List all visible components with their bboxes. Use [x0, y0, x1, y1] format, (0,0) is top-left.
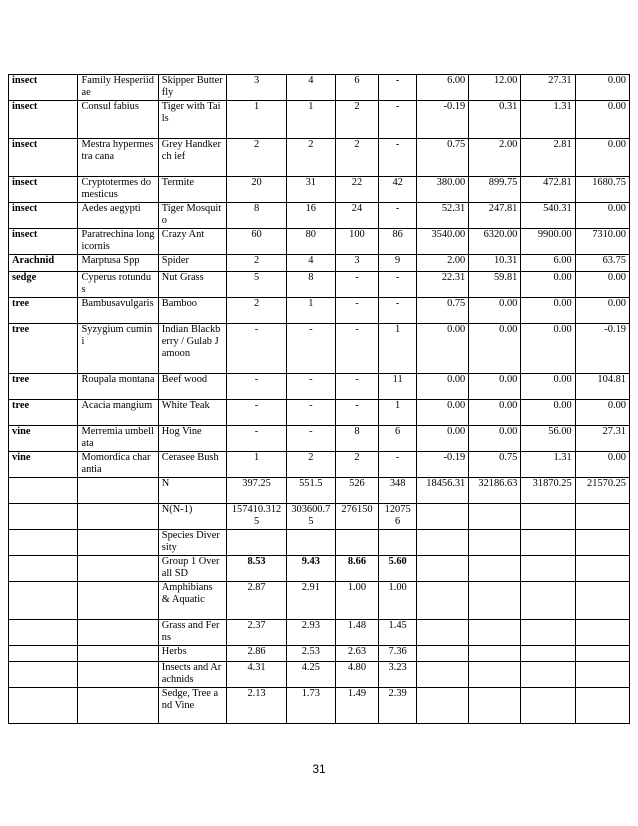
table-cell: 120756 [379, 504, 417, 530]
table-cell: 27.31 [575, 426, 629, 452]
table-cell [469, 582, 521, 620]
table-cell [78, 530, 158, 556]
table-cell [575, 662, 629, 688]
table-cell [9, 530, 78, 556]
table-row [9, 426, 630, 452]
table-cell: Aedes aegypti [78, 203, 158, 229]
table-cell [521, 646, 575, 662]
table-cell: 1.00 [379, 582, 417, 620]
table-cell: Momordica charantia [78, 452, 158, 478]
table-cell: - [379, 139, 417, 177]
table-cell: Cyperus rotundus [78, 272, 158, 298]
table-cell: Family Hesperiidae [78, 75, 158, 101]
table-cell [417, 662, 469, 688]
table-cell: sedge [9, 272, 78, 298]
table-cell [9, 556, 78, 582]
table-cell: 1.45 [379, 620, 417, 646]
table-cell: 2 [286, 139, 335, 177]
table-cell [417, 582, 469, 620]
table-cell: - [286, 426, 335, 452]
table-cell: 0.00 [417, 324, 469, 374]
table-cell: 397.25 [227, 478, 287, 504]
table-cell: 0.31 [469, 101, 521, 139]
table-cell [521, 662, 575, 688]
table-cell: - [286, 400, 335, 426]
table-cell: 2 [227, 139, 287, 177]
table-cell: 2.87 [227, 582, 287, 620]
table-cell: 2 [286, 452, 335, 478]
table-row [9, 177, 630, 203]
table-cell: Beef wood [158, 374, 226, 400]
table-cell: 12.00 [469, 75, 521, 101]
table-cell: 0.00 [469, 426, 521, 452]
table-cell: 0.00 [469, 324, 521, 374]
table-cell: 86 [379, 229, 417, 255]
table-cell: 6320.00 [469, 229, 521, 255]
table-cell [575, 504, 629, 530]
table-cell [9, 478, 78, 504]
table-cell [575, 688, 629, 724]
table-cell: 348 [379, 478, 417, 504]
table-cell: insect [9, 139, 78, 177]
table-row [9, 374, 630, 400]
table-cell [469, 556, 521, 582]
table-cell: - [379, 298, 417, 324]
table-cell [286, 530, 335, 556]
table-row [9, 324, 630, 374]
table-cell [78, 556, 158, 582]
table-cell [521, 556, 575, 582]
table-cell: 0.00 [469, 374, 521, 400]
table-row [9, 298, 630, 324]
table-cell: 10.31 [469, 255, 521, 272]
table-cell [78, 688, 158, 724]
table-cell: Cryptotermes domesticus [78, 177, 158, 203]
table-cell: 2.13 [227, 688, 287, 724]
table-cell: 16 [286, 203, 335, 229]
table-row [9, 556, 630, 582]
table-cell: 276150 [335, 504, 378, 530]
table-cell: 0.75 [417, 139, 469, 177]
table-cell: 0.00 [575, 139, 629, 177]
table-cell: Amphibians & Aquatic [158, 582, 226, 620]
table-cell [417, 688, 469, 724]
table-cell: 0.00 [575, 298, 629, 324]
table-cell: 9.43 [286, 556, 335, 582]
table-cell: Syzygium cumini [78, 324, 158, 374]
table-cell: 7.36 [379, 646, 417, 662]
table-cell: 8 [227, 203, 287, 229]
table-cell: 1680.75 [575, 177, 629, 203]
table-cell [417, 646, 469, 662]
table-cell: 8 [335, 426, 378, 452]
table-cell: 2 [335, 452, 378, 478]
table-cell: Grass and Ferns [158, 620, 226, 646]
table-cell: N(N-1) [158, 504, 226, 530]
table-row [9, 255, 630, 272]
table-cell: 4 [286, 255, 335, 272]
table-cell [379, 530, 417, 556]
table-row [9, 530, 630, 556]
page-number: 31 [312, 762, 326, 776]
table-cell: 8 [286, 272, 335, 298]
table-cell: 2.53 [286, 646, 335, 662]
table-cell: Crazy Ant [158, 229, 226, 255]
table-cell: 52.31 [417, 203, 469, 229]
table-cell: 3540.00 [417, 229, 469, 255]
table-cell: Herbs [158, 646, 226, 662]
table-cell: Hog Vine [158, 426, 226, 452]
table-cell: 9900.00 [521, 229, 575, 255]
table-cell: 3 [335, 255, 378, 272]
table-cell: 0.00 [469, 298, 521, 324]
table-row [9, 75, 630, 101]
table-cell: insect [9, 203, 78, 229]
table-cell: 32186.63 [469, 478, 521, 504]
table-cell: Marptusa Spp [78, 255, 158, 272]
table-cell: 157410.3125 [227, 504, 287, 530]
table-cell: 2.91 [286, 582, 335, 620]
table-cell: Cerasee Bush [158, 452, 226, 478]
table-row [9, 229, 630, 255]
table-cell: tree [9, 324, 78, 374]
table-cell: 1.31 [521, 452, 575, 478]
table-cell [9, 582, 78, 620]
table-cell: 2.63 [335, 646, 378, 662]
table-cell: 2 [335, 139, 378, 177]
table-cell [227, 530, 287, 556]
table-cell: 5 [227, 272, 287, 298]
table-row [9, 203, 630, 229]
table-cell [335, 530, 378, 556]
table-cell: 21570.25 [575, 478, 629, 504]
table-cell: 2.39 [379, 688, 417, 724]
table-cell: 4.25 [286, 662, 335, 688]
table-cell: 1 [379, 324, 417, 374]
table-cell: Bambusavulgaris [78, 298, 158, 324]
table-row [9, 688, 630, 724]
table-cell: 42 [379, 177, 417, 203]
species-data-table [8, 74, 630, 724]
table-cell: Grey Handkerch ief [158, 139, 226, 177]
table-cell [469, 688, 521, 724]
table-cell: 0.00 [469, 400, 521, 426]
table-cell: 9 [379, 255, 417, 272]
table-cell: 0.00 [417, 374, 469, 400]
table-cell: Tiger with Tails [158, 101, 226, 139]
table-cell [469, 504, 521, 530]
table-cell: Mestra hypermestra cana [78, 139, 158, 177]
table-cell: - [379, 75, 417, 101]
table-cell: 551.5 [286, 478, 335, 504]
table-cell: 1 [286, 298, 335, 324]
table-cell: 2.00 [469, 139, 521, 177]
table-cell: insect [9, 75, 78, 101]
table-cell: 472.81 [521, 177, 575, 203]
table-cell [9, 662, 78, 688]
table-cell: 31 [286, 177, 335, 203]
table-cell [521, 688, 575, 724]
table-cell: 6.00 [417, 75, 469, 101]
table-cell: Nut Grass [158, 272, 226, 298]
table-cell [78, 478, 158, 504]
table-row [9, 646, 630, 662]
table-cell: 2.93 [286, 620, 335, 646]
table-cell [469, 662, 521, 688]
table-cell: -0.19 [417, 452, 469, 478]
table-cell: - [335, 272, 378, 298]
table-cell [78, 662, 158, 688]
table-cell [78, 620, 158, 646]
table-cell: 380.00 [417, 177, 469, 203]
table-cell: insect [9, 177, 78, 203]
table-cell: -0.19 [417, 101, 469, 139]
table-cell [521, 504, 575, 530]
table-cell: 60 [227, 229, 287, 255]
table-cell: 100 [335, 229, 378, 255]
table-cell: Tiger Mosquito [158, 203, 226, 229]
table-cell: - [379, 203, 417, 229]
table-cell: - [227, 374, 287, 400]
table-cell [78, 646, 158, 662]
table-row [9, 478, 630, 504]
table-cell [417, 530, 469, 556]
table-cell: - [379, 101, 417, 139]
table-cell: 1 [286, 101, 335, 139]
table-cell [9, 620, 78, 646]
table-cell: 0.75 [417, 298, 469, 324]
table-cell: Group 1 Overall SD [158, 556, 226, 582]
table-cell: 3 [227, 75, 287, 101]
table-row [9, 620, 630, 646]
table-cell [469, 646, 521, 662]
table-cell: 1.31 [521, 101, 575, 139]
table-cell [521, 582, 575, 620]
table-cell: 0.00 [521, 374, 575, 400]
table-cell: 2.81 [521, 139, 575, 177]
table-cell: - [335, 324, 378, 374]
table-cell: - [379, 272, 417, 298]
table-cell: White Teak [158, 400, 226, 426]
table-cell [469, 530, 521, 556]
table-cell: - [227, 400, 287, 426]
table-cell: 1 [227, 101, 287, 139]
table-cell: - [286, 374, 335, 400]
table-cell: 4 [286, 75, 335, 101]
table-cell [417, 620, 469, 646]
table-cell [575, 556, 629, 582]
table-cell: tree [9, 298, 78, 324]
table-row [9, 504, 630, 530]
table-cell: 31870.25 [521, 478, 575, 504]
table-cell: 80 [286, 229, 335, 255]
table-cell: vine [9, 452, 78, 478]
table-row [9, 662, 630, 688]
table-cell [417, 556, 469, 582]
table-cell: insect [9, 101, 78, 139]
table-cell: 1 [379, 400, 417, 426]
table-cell: 1.00 [335, 582, 378, 620]
table-row [9, 139, 630, 177]
table-row [9, 272, 630, 298]
table-cell: 3.23 [379, 662, 417, 688]
table-cell: 526 [335, 478, 378, 504]
table-cell: 247.81 [469, 203, 521, 229]
table-cell: Sedge, Tree and Vine [158, 688, 226, 724]
table-cell: Indian Blackberry / Gulab Jamoon [158, 324, 226, 374]
table-cell: 6 [335, 75, 378, 101]
table-cell: Consul fabius [78, 101, 158, 139]
table-cell: 1.73 [286, 688, 335, 724]
table-cell: 2 [227, 298, 287, 324]
table-cell [78, 504, 158, 530]
table-cell: 0.00 [575, 75, 629, 101]
table-cell: Skipper Butterfly [158, 75, 226, 101]
table-cell: 2.86 [227, 646, 287, 662]
table-cell: - [335, 298, 378, 324]
table-cell [575, 530, 629, 556]
table-cell: 0.00 [417, 426, 469, 452]
table-cell: Paratrechina longicornis [78, 229, 158, 255]
table-cell: 11 [379, 374, 417, 400]
table-cell: - [227, 324, 287, 374]
table-cell: -0.19 [575, 324, 629, 374]
table-cell: - [227, 426, 287, 452]
table-cell: 899.75 [469, 177, 521, 203]
table-cell: 6 [379, 426, 417, 452]
table-cell: 0.00 [575, 400, 629, 426]
table-cell: 4.31 [227, 662, 287, 688]
table-row [9, 452, 630, 478]
table-cell: 1 [227, 452, 287, 478]
table-row [9, 101, 630, 139]
table-cell: 2 [227, 255, 287, 272]
table-cell: 6.00 [521, 255, 575, 272]
table-cell: 1.49 [335, 688, 378, 724]
table-cell: 0.75 [469, 452, 521, 478]
table-cell [521, 530, 575, 556]
table-cell: Acacia mangium [78, 400, 158, 426]
table-cell: 56.00 [521, 426, 575, 452]
table-cell [575, 582, 629, 620]
table-cell: Arachnid [9, 255, 78, 272]
table-cell: 22.31 [417, 272, 469, 298]
table-cell: 5.60 [379, 556, 417, 582]
table-row [9, 582, 630, 620]
table-cell [575, 646, 629, 662]
table-cell: Termite [158, 177, 226, 203]
table-cell: - [335, 400, 378, 426]
table-cell [469, 620, 521, 646]
table-cell: 24 [335, 203, 378, 229]
table-cell: Spider [158, 255, 226, 272]
table-cell: 0.00 [521, 400, 575, 426]
table-cell: 8.66 [335, 556, 378, 582]
table-cell: Species Diversity [158, 530, 226, 556]
table-cell: 2.37 [227, 620, 287, 646]
table-cell: 7310.00 [575, 229, 629, 255]
table-row [9, 400, 630, 426]
table-cell: tree [9, 374, 78, 400]
table-cell: 27.31 [521, 75, 575, 101]
table-cell: 8.53 [227, 556, 287, 582]
table-cell: 0.00 [417, 400, 469, 426]
table-cell: 0.00 [575, 203, 629, 229]
table-cell: Merremia umbellata [78, 426, 158, 452]
table-cell: 303600.75 [286, 504, 335, 530]
table-cell: 0.00 [575, 101, 629, 139]
table-cell: - [379, 452, 417, 478]
table-cell: 0.00 [521, 298, 575, 324]
table-cell: 18456.31 [417, 478, 469, 504]
table-cell: 4.80 [335, 662, 378, 688]
table-cell: - [286, 324, 335, 374]
table-cell: N [158, 478, 226, 504]
table-cell: Roupala montana [78, 374, 158, 400]
table-cell [521, 620, 575, 646]
table-cell [575, 620, 629, 646]
table-cell: 0.00 [521, 324, 575, 374]
table-cell: 20 [227, 177, 287, 203]
table-cell: insect [9, 229, 78, 255]
table-cell: 1.48 [335, 620, 378, 646]
table-cell: 0.00 [521, 272, 575, 298]
table-cell: 540.31 [521, 203, 575, 229]
table-cell [9, 688, 78, 724]
table-cell: 59.81 [469, 272, 521, 298]
table-cell: 2 [335, 101, 378, 139]
table-cell [417, 504, 469, 530]
table-cell: 22 [335, 177, 378, 203]
table-cell: 63.75 [575, 255, 629, 272]
table-cell: Insects and Arachnids [158, 662, 226, 688]
table-cell: Bamboo [158, 298, 226, 324]
table-cell [78, 582, 158, 620]
table-cell: vine [9, 426, 78, 452]
table-cell: 0.00 [575, 452, 629, 478]
table-cell: 2.00 [417, 255, 469, 272]
table-cell [9, 504, 78, 530]
table-cell: - [335, 374, 378, 400]
table-cell: 104.81 [575, 374, 629, 400]
table-cell: 0.00 [575, 272, 629, 298]
table-cell [9, 646, 78, 662]
table-cell: tree [9, 400, 78, 426]
